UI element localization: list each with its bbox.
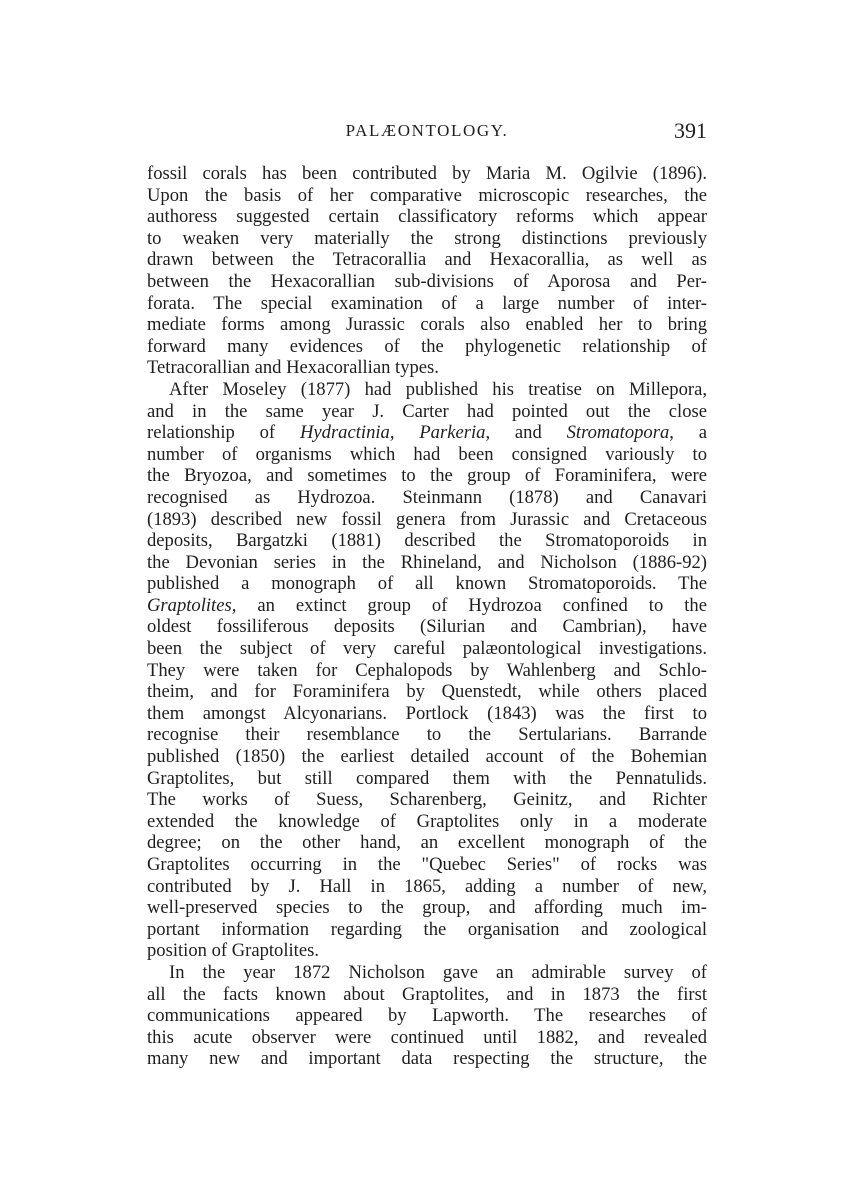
text-run: , and	[485, 422, 567, 444]
text-line: deposits, Bargatzki (1881) described the Stromatoporoids in	[147, 530, 707, 552]
text-line: recognise their resemblance to the Sertularians. Barrande	[147, 724, 707, 746]
genus-name: Stromatopora	[566, 422, 670, 444]
text-line: contributed by J. Hall in 1865, adding a number of new,	[147, 875, 707, 897]
text-line: After Moseley (1877) had published his treatise on Millepora,	[169, 378, 707, 400]
text-line: all the facts known about Graptolites, and in 1873 the first	[147, 983, 707, 1005]
text-line: extended the knowledge of Graptolites only in a moderate	[147, 810, 707, 832]
text-line: recognised as Hydrozoa. Steinmann (1878) and Canavari	[147, 486, 707, 508]
text-line: them amongst Alcyonarians. Portlock (1843) was the first to	[147, 702, 707, 724]
text-line: this acute observer were continued until 1882, and revealed	[147, 1026, 707, 1048]
text-line: Graptolites occurring in the "Quebec Series" of rocks was	[147, 854, 707, 875]
text-line: degree; on the other hand, an excellent monograph of the	[147, 832, 707, 854]
text-line: fossil corals has been contributed by Maria M. Ogilvie (1896).	[147, 163, 707, 184]
text-line: position of Graptolites.	[147, 940, 319, 962]
running-head	[147, 118, 707, 148]
text-line: between the Hexacorallian sub-divisions of Aporosa and Per-	[147, 270, 707, 292]
text-line: published a monograph of all known Stromatoporoids. The	[147, 573, 707, 595]
text-line: communications appeared by Lapworth. The researches of	[147, 1005, 707, 1027]
genus-name: Parkeria	[419, 422, 486, 444]
page-number: 391	[674, 118, 707, 143]
text-line: authoress suggested certain classificatory reforms which appear	[147, 206, 707, 228]
text-line: The works of Suess, Scharenberg, Geinitz, and Richter	[147, 789, 707, 811]
text-line: drawn between the Tetracorallia and Hexacorallia, as well as	[147, 249, 707, 271]
text-line: theim, and for Foraminifera by Quenstedt, while others placed	[147, 681, 707, 703]
text-line: been the subject of very careful palæontological investigations.	[147, 638, 707, 660]
running-title: PALÆONTOLOGY.	[345, 121, 509, 140]
text-line	[147, 595, 707, 617]
text-run: , a	[669, 422, 707, 444]
text-line: the Bryozoa, and sometimes to the group of Foraminifera, were	[147, 465, 707, 487]
text-line: forata. The special examination of a large number of inter-	[147, 292, 707, 314]
text-line: Upon the basis of her comparative microscopic researches, the	[147, 184, 707, 206]
text-line: Graptolites, but still compared them with the Pennatulids.	[147, 767, 707, 789]
text-line: the Devonian series in the Rhineland, and Nicholson (1886-92)	[147, 551, 707, 573]
body-text	[147, 163, 707, 1070]
text-run: , an extinct group of Hydrozoa confined to the	[231, 594, 707, 616]
text-line: (1893) described new fossil genera from Jurassic and Cretaceous	[147, 508, 707, 530]
text-run: relationship of	[147, 422, 300, 444]
text-line: oldest fossiliferous deposits (Silurian and Cambrian), have	[147, 616, 707, 638]
text-line: mediate forms among Jurassic corals also enabled her to bring	[147, 314, 707, 336]
text-line: They were taken for Cephalopods by Wahlenberg and Schlo-	[147, 659, 707, 681]
text-line: published (1850) the earliest detailed account of the Bohemian	[147, 746, 707, 768]
genus-name: Graptolites	[147, 594, 232, 616]
text-run: ,	[389, 422, 420, 444]
text-line	[147, 422, 707, 444]
text-line: to weaken very materially the strong distinctions previously	[147, 227, 707, 249]
text-line: In the year 1872 Nicholson gave an admirable survey of	[169, 961, 707, 983]
genus-name: Hydractinia	[299, 422, 390, 444]
text-line: portant information regarding the organisation and zoological	[147, 918, 707, 940]
text-line: many new and important data respecting the structure, the	[147, 1048, 707, 1070]
text-line: Tetracorallian and Hexacorallian types.	[147, 357, 439, 379]
text-line: forward many evidences of the phylogenetic relationship of	[147, 335, 707, 357]
text-line: number of organisms which had been consigned variously to	[147, 443, 707, 465]
text-line: and in the same year J. Carter had pointed out the close	[147, 400, 707, 422]
text-line: well-preserved species to the group, and affording much im-	[147, 897, 707, 919]
